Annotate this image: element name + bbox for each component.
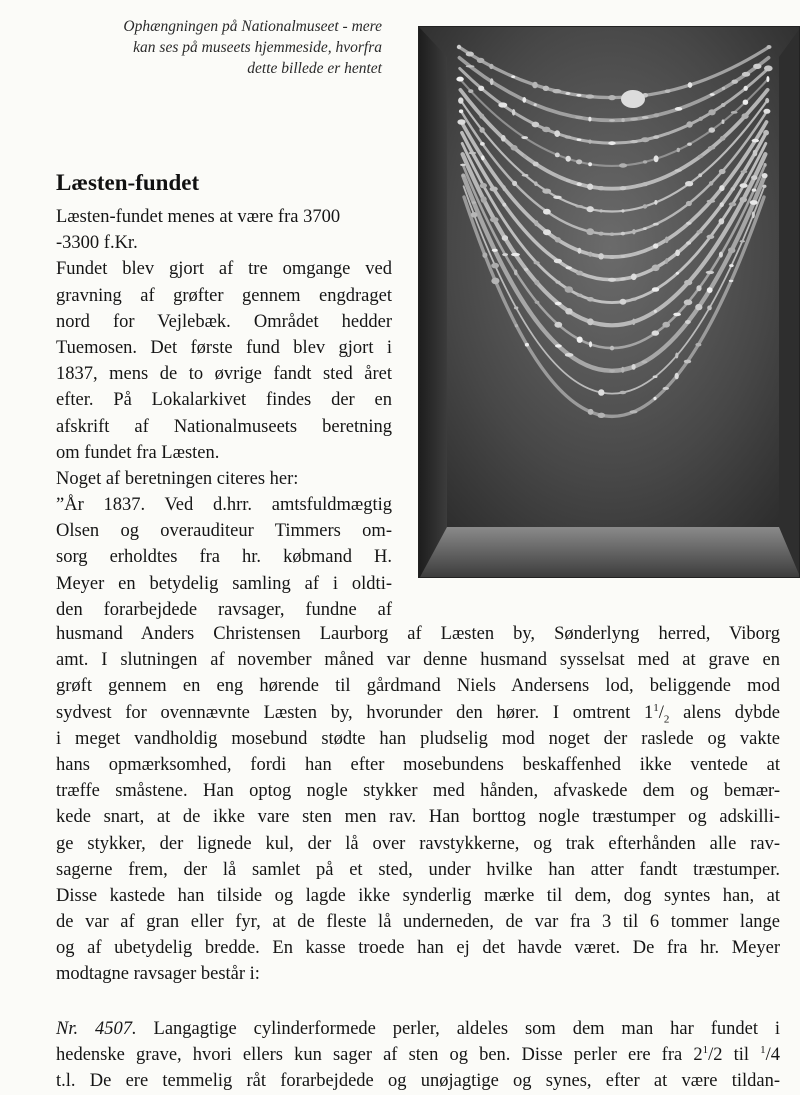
amber-bead xyxy=(608,255,616,259)
amber-bead xyxy=(512,109,515,116)
amber-bead xyxy=(743,100,749,105)
amber-bead xyxy=(621,232,625,236)
amber-bead xyxy=(555,153,560,158)
amber-bead xyxy=(479,114,484,119)
amber-bead xyxy=(576,94,581,97)
amber-bead xyxy=(598,253,604,259)
text-line: grøft gennem en eng hørende til gårdmand Niels Andersens lod, beliggende mod xyxy=(56,676,780,697)
amber-bead xyxy=(588,409,594,415)
amber-bead xyxy=(459,109,463,113)
amber-bead xyxy=(578,248,582,254)
amber-bead xyxy=(609,369,615,372)
amber-bead xyxy=(621,118,624,122)
amber-bead xyxy=(466,65,475,67)
amber-bead xyxy=(534,103,537,106)
amber-bead xyxy=(663,387,669,390)
amber-bead xyxy=(514,306,518,309)
amber-bead xyxy=(552,89,561,93)
amber-bead xyxy=(719,252,723,258)
amber-bead xyxy=(740,197,747,203)
amber-bead xyxy=(554,259,562,264)
amber-bead xyxy=(610,346,614,351)
amber-bead xyxy=(514,269,517,275)
amber-bead xyxy=(598,232,604,236)
amber-bead xyxy=(575,205,583,208)
amber-bead xyxy=(543,209,551,215)
amber-bead xyxy=(665,258,668,264)
amber-bead xyxy=(763,109,770,114)
amber-bead xyxy=(555,344,562,347)
amber-bead xyxy=(673,313,681,317)
text-line: kede snart, at de ikke vare sten men rav. Han borttog nogle træstumper og adskilli- xyxy=(56,807,780,828)
amber-bead xyxy=(686,222,692,225)
amber-bead xyxy=(698,173,702,177)
amber-bead xyxy=(729,202,737,206)
amber-bead xyxy=(575,116,583,119)
amber-bead xyxy=(565,353,574,357)
amber-bead xyxy=(721,103,726,107)
amber-bead xyxy=(587,206,594,212)
amber-bead xyxy=(653,223,659,226)
text-line: ge stykker, der lignede kul, der lå over ravstykkerne, og trak efterhånden alle rav- xyxy=(56,833,780,854)
amber-bead xyxy=(490,78,494,85)
amber-bead xyxy=(764,65,773,71)
amber-bead xyxy=(535,301,540,304)
amber-bead xyxy=(502,185,505,191)
text-line: amt. I slutningen af november måned var denne husmand sysselsat med at grave en xyxy=(56,650,780,671)
text-line: gravning af grøfter gennem engdraget xyxy=(56,285,392,306)
amber-bead xyxy=(632,319,635,326)
amber-bead xyxy=(684,360,691,364)
amber-bead xyxy=(511,253,520,256)
text-line: t.l. De ere temmelig råt forarbejdede og unøjagtige og synes, efter at være tildan- xyxy=(56,1071,780,1091)
amber-bead xyxy=(533,162,539,167)
amber-bead xyxy=(554,130,560,137)
amber-bead xyxy=(740,240,745,242)
amber-bead xyxy=(762,185,766,188)
amber-bead xyxy=(630,118,638,121)
amber-bead xyxy=(684,299,693,305)
amber-bead xyxy=(555,302,562,305)
amber-bead xyxy=(731,187,735,190)
text-line: Disse kastede han tilside og lagde ikke synderlig mærke til dem, dog syntes han, at xyxy=(56,885,780,906)
amber-bead xyxy=(722,87,725,90)
amber-bead xyxy=(565,308,572,314)
amber-bead xyxy=(654,155,659,162)
caption-line: kan ses på museets hjemmeside, hvorfra xyxy=(133,39,382,56)
amber-bead xyxy=(620,299,627,305)
amber-bead xyxy=(458,97,463,103)
nr-paragraph-line xyxy=(56,1042,780,1068)
amber-bead xyxy=(697,230,703,234)
fraction-denominator: 2 xyxy=(663,713,670,726)
amber-bead xyxy=(620,277,626,280)
catalog-number: Nr. 4507. xyxy=(56,1018,137,1039)
amber-bead xyxy=(477,58,485,63)
amber-bead xyxy=(744,86,748,91)
amber-bead xyxy=(586,94,594,98)
amber-bead xyxy=(641,360,647,363)
amber-bead xyxy=(565,92,570,95)
amber-bead xyxy=(677,148,680,152)
amber-bead xyxy=(630,298,637,301)
amber-bead xyxy=(729,264,734,267)
amber-bead xyxy=(491,278,499,285)
amber-pendant xyxy=(621,90,645,108)
amber-bead xyxy=(762,173,768,178)
amber-bead xyxy=(577,337,583,343)
amber-bead xyxy=(686,121,692,127)
amber-bead xyxy=(589,341,592,347)
amber-bead xyxy=(522,174,529,177)
amber-bead xyxy=(653,375,658,378)
full-width-text xyxy=(56,621,780,1094)
amber-bead xyxy=(490,217,499,222)
section-heading: Læsten-fundet xyxy=(56,170,200,195)
text-line-fraction: sydvest for ovennævnte Læsten by, hvorunder den hører. I omtrent $1^1/_2$ alens dybde xyxy=(56,701,780,726)
amber-bead xyxy=(652,330,660,335)
text-line: Læsten-fundet menes at være fra 3700 xyxy=(56,207,341,227)
text-line: husmand Anders Christensen Laurborg af Læsten by, Sønderlyng herred, Viborg xyxy=(56,624,780,644)
amber-bead xyxy=(588,117,591,122)
text-line: hans opmærksomhed, fordi han efter mosebundens beskaffenhed ikke ventede at xyxy=(56,754,780,775)
amber-bead xyxy=(457,119,465,125)
text-line: Olsen og overauditeur Timmers om- xyxy=(56,521,392,542)
amber-bead xyxy=(502,203,506,207)
amber-bead xyxy=(460,164,466,166)
text-line: sagerne frem, der lå samlet på et sted, under hvilke han atter fandt træstumper. xyxy=(56,859,780,880)
amber-bead xyxy=(740,183,748,188)
amber-bead xyxy=(720,136,726,141)
amber-bead xyxy=(653,397,656,400)
amber-bead xyxy=(653,135,659,139)
left-column-text xyxy=(56,204,392,623)
amber-necklaces-photo xyxy=(418,26,800,578)
amber-bead xyxy=(468,89,473,93)
amber-bead xyxy=(543,86,549,91)
text-segment: sydvest for ovennævnte Læsten by, hvorunder den hører. I omtrent 1 xyxy=(56,702,654,723)
amber-bead xyxy=(597,186,604,190)
amber-bead xyxy=(707,287,713,293)
amber-bead xyxy=(498,102,507,107)
amber-bead xyxy=(511,145,518,151)
amber-bead xyxy=(767,45,772,49)
amber-bead xyxy=(511,75,515,78)
amber-bead xyxy=(653,113,659,117)
amber-bead xyxy=(675,353,678,359)
amber-bead xyxy=(662,322,670,328)
amber-bead xyxy=(471,201,476,204)
amber-bead xyxy=(719,169,726,174)
amber-necklaces-image xyxy=(419,27,800,578)
amber-bead xyxy=(642,182,648,186)
nr-paragraph-line xyxy=(56,1016,780,1042)
amber-bead xyxy=(675,169,682,172)
amber-bead xyxy=(576,271,583,276)
text-line: nord for Vejlebæk. Området hedder xyxy=(56,311,392,332)
text-line: Meyer en betydelig samling af i oldti- xyxy=(56,573,392,594)
amber-bead xyxy=(731,80,738,84)
text-line: afskrift af Nationalmuseets beretning xyxy=(56,416,392,437)
amber-bead xyxy=(586,228,594,235)
amber-bead xyxy=(741,170,748,173)
amber-bead xyxy=(695,343,701,347)
amber-bead xyxy=(750,200,758,205)
amber-bead xyxy=(524,268,528,271)
amber-bead xyxy=(598,389,604,396)
text-line: og af ubetydelig bredde. En kasse troede han ej det havde været. De fra hr. Meyer xyxy=(56,938,780,959)
amber-bead xyxy=(576,159,582,164)
amber-bead xyxy=(731,111,738,114)
text-line: ”År 1837. Ved d.hrr. amtsfuldmægtig xyxy=(56,495,392,516)
amber-bead xyxy=(523,155,527,159)
text-line: Fundet blev gjort af tre omgange ved xyxy=(56,259,392,280)
amber-bead xyxy=(566,156,571,162)
amber-bead xyxy=(482,252,487,258)
amber-bead xyxy=(766,76,769,82)
amber-bead xyxy=(587,297,594,302)
text-segment: /4 xyxy=(765,1044,780,1065)
amber-bead xyxy=(566,179,571,182)
amber-bead xyxy=(685,320,691,324)
amber-bead xyxy=(534,280,539,285)
amber-bead xyxy=(577,139,582,141)
amber-bead xyxy=(643,227,647,230)
amber-bead xyxy=(686,241,691,245)
amber-bead xyxy=(502,253,508,256)
amber-bead xyxy=(587,318,594,325)
amber-bead xyxy=(653,243,658,248)
amber-bead xyxy=(706,271,714,274)
amber-bead xyxy=(765,98,769,103)
amber-bead xyxy=(555,281,560,284)
amber-bead xyxy=(654,310,657,313)
amber-bead xyxy=(480,142,485,146)
amber-bead xyxy=(492,249,498,252)
amber-bead xyxy=(620,186,627,190)
text-line: Tuemosen. Det første fund blev gjort i xyxy=(56,337,392,358)
amber-bead xyxy=(719,185,724,191)
amber-bead xyxy=(688,82,693,88)
amber-bead xyxy=(707,200,716,203)
amber-bead xyxy=(502,235,508,241)
amber-bead xyxy=(512,181,517,186)
amber-bead xyxy=(685,181,693,186)
amber-bead xyxy=(609,119,615,122)
amber-bead xyxy=(654,200,657,205)
amber-bead xyxy=(471,212,478,218)
amber-bead xyxy=(742,113,749,119)
amber-bead xyxy=(456,77,463,82)
amber-bead xyxy=(555,175,560,178)
amber-bead xyxy=(643,160,647,163)
amber-bead xyxy=(608,278,616,282)
amber-bead xyxy=(480,183,487,188)
amber-bead xyxy=(763,130,769,136)
amber-bead xyxy=(752,189,757,192)
text-line: sorg erholdtes fra hr. købmand H. xyxy=(56,547,392,568)
amber-bead xyxy=(534,181,538,186)
amber-bead xyxy=(542,127,550,133)
amber-bead xyxy=(588,252,592,257)
amber-bead xyxy=(532,82,538,89)
amber-bead xyxy=(707,235,715,239)
text-line: 1837, mens de to øvrige fandt sted året xyxy=(56,364,392,385)
amber-bead xyxy=(565,286,573,293)
amber-bead xyxy=(742,72,750,77)
amber-bead xyxy=(632,364,636,370)
amber-bead xyxy=(577,182,582,186)
text-segment: Langagtige cylinderformede perler, aldeles som dem man har fundet i xyxy=(136,1018,780,1039)
amber-bead xyxy=(479,127,484,133)
amber-bead xyxy=(621,255,625,258)
amber-bead xyxy=(708,146,715,150)
amber-bead xyxy=(632,229,636,234)
amber-bead xyxy=(621,209,624,212)
amber-bead xyxy=(631,253,638,255)
amber-bead xyxy=(687,143,692,146)
amber-bead xyxy=(665,237,669,244)
amber-bead xyxy=(764,163,767,167)
amber-bead xyxy=(684,280,692,286)
amber-bead xyxy=(481,196,487,203)
amber-bead xyxy=(621,367,624,373)
fraction-numerator: 1 xyxy=(702,1043,709,1056)
amber-bead xyxy=(608,95,616,100)
text-line: -3300 f.Kr. xyxy=(56,233,138,254)
fraction-numerator: 1 xyxy=(760,1043,766,1056)
text-line: den forarbejdede ravsager, fundne af xyxy=(56,599,392,620)
caption-line: dette billede er hentet xyxy=(247,60,382,77)
amber-bead xyxy=(566,266,572,269)
amber-bead xyxy=(729,280,734,282)
amber-bead xyxy=(696,285,701,291)
amber-bead xyxy=(652,287,659,292)
text-segment: /2 til xyxy=(708,1044,761,1065)
amber-bead xyxy=(532,122,540,128)
amber-bead xyxy=(489,64,493,69)
amber-bead xyxy=(698,155,703,159)
amber-bead xyxy=(708,109,715,115)
amber-bead xyxy=(665,132,670,135)
amber-bead xyxy=(753,64,761,69)
photo-caption xyxy=(40,16,382,79)
amber-bead xyxy=(630,140,638,143)
amber-bead xyxy=(642,116,649,119)
amber-bead xyxy=(525,343,529,347)
amber-bead xyxy=(710,93,715,96)
caption-line: Ophængningen på Nationalmuseet - mere xyxy=(123,18,382,35)
fraction-numerator: 1 xyxy=(653,701,659,714)
text-line: modtagne ravsager består i: xyxy=(56,964,260,985)
amber-bead xyxy=(553,196,562,199)
amber-bead xyxy=(641,137,649,142)
amber-bead xyxy=(652,265,660,272)
amber-bead xyxy=(676,272,679,275)
amber-bead xyxy=(521,136,528,139)
amber-bead xyxy=(554,322,562,328)
text-line: de var af gran eller fyr, at de fleste lå underneden, de var fra 3 til 6 tommer lange xyxy=(56,912,780,933)
text-line: træffe småstene. Han optog nogle stykker med hånden, afvaskede dem og bemær- xyxy=(56,781,780,802)
text-line: om fundet fra Læsten. xyxy=(56,442,220,463)
amber-bead xyxy=(478,86,484,91)
amber-bead xyxy=(753,150,758,157)
amber-bead xyxy=(522,97,526,103)
amber-bead xyxy=(643,204,648,208)
amber-bead xyxy=(555,237,561,242)
amber-bead xyxy=(707,305,712,310)
amber-bead xyxy=(515,324,518,327)
amber-bead xyxy=(501,135,506,142)
amber-bead xyxy=(720,202,724,207)
amber-bead xyxy=(490,187,498,192)
text-line: i meget vandholdig mosebund stødte han pludselig mod noget der raslede og vakte xyxy=(56,728,780,749)
amber-bead xyxy=(469,152,477,155)
amber-bead xyxy=(752,211,755,218)
amber-bead xyxy=(675,107,682,111)
amber-bead xyxy=(608,141,615,145)
amber-bead xyxy=(699,117,703,121)
amber-bead xyxy=(665,89,671,93)
amber-bead xyxy=(565,136,572,139)
amber-bead xyxy=(588,162,592,166)
amber-bead xyxy=(600,209,603,212)
text-line: Noget af beretningen citeres her: xyxy=(56,468,299,489)
amber-bead xyxy=(587,184,593,190)
amber-bead xyxy=(631,274,637,281)
amber-bead xyxy=(542,189,551,194)
amber-bead xyxy=(577,294,583,297)
amber-bead xyxy=(675,250,680,257)
amber-bead xyxy=(534,220,538,226)
amber-bead xyxy=(751,175,757,180)
amber-bead xyxy=(481,155,485,160)
text-line: efter. På Lokalarkivet findes der en xyxy=(56,390,392,411)
amber-bead xyxy=(719,218,725,224)
amber-bead xyxy=(619,163,627,167)
amber-bead xyxy=(462,174,466,177)
amber-bead xyxy=(675,373,679,380)
amber-bead xyxy=(722,119,725,124)
amber-bead xyxy=(491,263,499,269)
amber-bead xyxy=(728,247,735,253)
amber-bead xyxy=(709,181,713,186)
amber-bead xyxy=(752,139,759,143)
amber-bead xyxy=(457,45,461,49)
amber-bead xyxy=(466,52,474,57)
amber-bead xyxy=(686,201,692,206)
amber-bead xyxy=(709,127,716,132)
text-segment: hedenske grave, hvori ellers kun sager af sten og ben. Disse perler ere fra 2 xyxy=(56,1044,703,1065)
amber-bead xyxy=(534,261,540,264)
amber-bead xyxy=(610,233,615,236)
amber-bead xyxy=(598,413,606,418)
amber-bead xyxy=(588,140,591,144)
amber-bead xyxy=(619,391,626,395)
text-segment: alens dybde xyxy=(669,702,780,723)
amber-bead xyxy=(695,304,702,310)
amber-bead xyxy=(630,410,638,413)
amber-bead xyxy=(543,229,551,235)
